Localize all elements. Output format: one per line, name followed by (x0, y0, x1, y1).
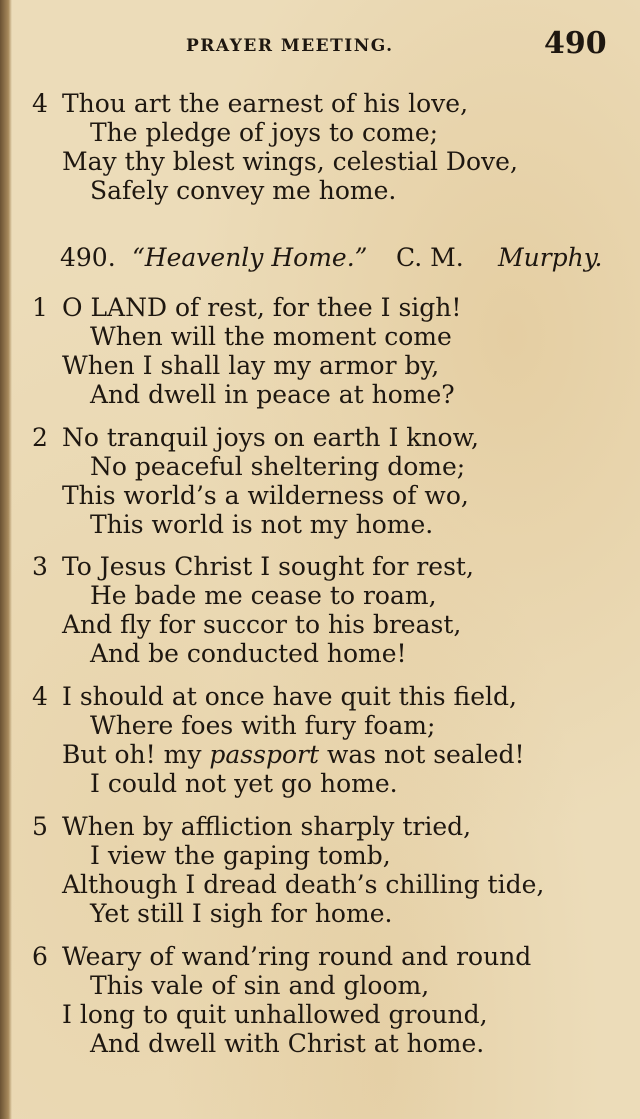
verse-line: This world’s a wilderness of wo, (62, 481, 469, 510)
verse-line: Weary of wand’ring round and round (62, 942, 532, 971)
verse-line: Safely convey me home. (90, 176, 397, 205)
hymn-title: “Heavenly Home.” (132, 243, 368, 272)
verse-line: No tranquil joys on earth I know, (62, 423, 479, 452)
verse-line: This vale of sin and gloom, (90, 971, 430, 1000)
verse-line: And dwell with Christ at home. (90, 1029, 485, 1058)
verse-line: To Jesus Christ I sought for rest, (62, 552, 474, 581)
verse-line: When will the moment come (90, 322, 452, 351)
page-number: 490 (544, 26, 607, 61)
verse-line: No peaceful sheltering dome; (90, 452, 466, 481)
verse-line: Yet still I sigh for home. (90, 899, 393, 928)
stanza-number: 5 (32, 812, 48, 841)
stanza-number: 2 (32, 423, 48, 452)
verse-line: He bade me cease to roam, (90, 581, 437, 610)
verse-line: May thy blest wings, celestial Dove, (62, 147, 518, 176)
hymn-tune: Murphy. (498, 243, 603, 272)
verse-line: When I shall lay my armor by, (62, 351, 440, 380)
verse-line: When by affliction sharply tried, (62, 812, 472, 841)
verse-line: And dwell in peace at home? (90, 380, 455, 409)
verse-line: Where foes with fury foam; (90, 711, 436, 740)
verse-line: I should at once have quit this field, (62, 682, 517, 711)
verse-line: O LAND of rest, for thee I sigh! (62, 293, 462, 322)
book-gutter (0, 0, 12, 1119)
verse-line: I long to quit unhallowed ground, (62, 1000, 488, 1029)
hymn-meter: C. M. (396, 243, 464, 272)
italic-word: passport (209, 740, 320, 769)
stanza-number: 1 (32, 293, 48, 322)
stanza-number: 4 (32, 89, 48, 118)
verse-line: And be conducted home! (90, 639, 407, 668)
verse-line: Although I dread death’s chilling tide, (62, 870, 545, 899)
hymn-heading (60, 243, 603, 275)
verse-line: The pledge of joys to come; (90, 118, 439, 147)
hymn-number: 490. (60, 243, 116, 272)
verse-line: I view the gaping tomb, (90, 841, 391, 870)
verse-line: Thou art the earnest of his love, (62, 89, 469, 118)
stanza-number: 6 (32, 942, 48, 971)
stanza-number: 3 (32, 552, 48, 581)
stanza-number: 4 (32, 682, 48, 711)
verse-line: But oh! my passport was not sealed! (62, 740, 525, 769)
verse-line: And fly for succor to his breast, (62, 610, 462, 639)
verse-line: I could not yet go home. (90, 769, 398, 798)
running-title: PRAYER MEETING. (186, 36, 394, 56)
verse-line: This world is not my home. (90, 510, 434, 539)
